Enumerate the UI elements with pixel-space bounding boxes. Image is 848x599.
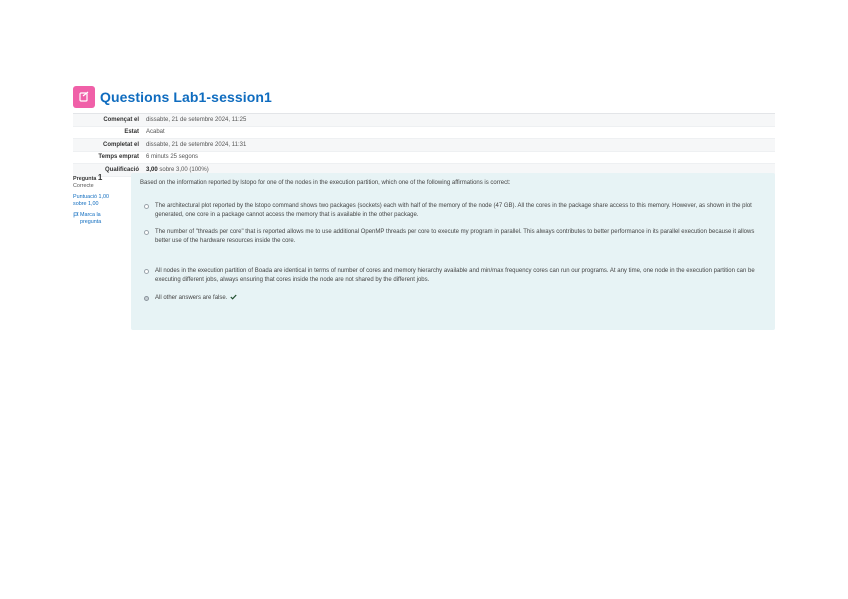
answer-text: All other answers are false. — [155, 295, 228, 301]
answer-option[interactable] — [144, 294, 769, 303]
answer-radio[interactable] — [144, 269, 149, 274]
answer-text: The number of "threads per core" that is reported allows me to use additional OpenMP threads per core to execute my program in parallel. This always contributes to better performance in its parallel execution because it allows better use of the hardware resources inside the core. — [155, 229, 755, 244]
answer-option[interactable] — [144, 202, 769, 220]
question-state: Correcte — [73, 182, 94, 189]
summary-value: dissabte, 21 de setembre 2024, 11:31 — [146, 141, 247, 148]
page-title: Questions Lab1-session1 — [100, 89, 272, 105]
grade-score: 3,00 — [146, 166, 158, 173]
summary-value: 6 minuts 25 segons — [146, 154, 199, 161]
summary-value — [146, 167, 209, 173]
answer-option[interactable] — [144, 228, 769, 246]
answer-radio[interactable] — [144, 230, 149, 235]
question-number — [73, 175, 121, 183]
summary-row-time-taken — [73, 152, 775, 165]
summary-value: Acabat — [146, 129, 165, 136]
summary-value: dissabte, 21 de setembre 2024, 11:25 — [146, 116, 247, 123]
attempt-summary — [73, 113, 775, 177]
answer-radio-selected[interactable] — [144, 296, 149, 301]
flag-icon — [73, 212, 79, 218]
summary-row-completed — [73, 139, 775, 152]
summary-label: Completat el — [102, 141, 139, 148]
question-grade: Puntuació 1,00 sobre 1,00 — [73, 194, 109, 207]
question-number-value: 1 — [97, 173, 103, 182]
answer-text: The architectural plot reported by the lstopo command shows two packages (sockets) each with half of the memory of the node (47 GB). All the cores in the package share access to this memory. However, as shown in the plot generated, one core in a package cannot access the memory that is available in the other package. — [155, 203, 752, 218]
flag-label: Marca la pregunta — [80, 212, 102, 225]
answer-option[interactable] — [144, 267, 769, 285]
question-content — [131, 173, 775, 330]
summary-row-started — [73, 114, 775, 127]
grade-rest: sobre 3,00 (100%) — [157, 166, 209, 173]
quiz-icon — [73, 86, 95, 108]
summary-label: Qualificació — [104, 166, 139, 173]
page-header — [73, 86, 272, 108]
answer-radio[interactable] — [144, 204, 149, 209]
answer-text: All nodes in the execution partition of Boada are identical in terms of number of cores and memory hierarchy available and min/max frequency cores can run our programs. At any time, one node in the execution partition can be executing different jobs, always ensuring that cores inside the node are not shared by the different jobs. — [155, 268, 755, 283]
flag-question-link[interactable] — [73, 212, 121, 225]
summary-row-state — [73, 127, 775, 140]
summary-label: Temps emprat — [98, 154, 139, 161]
summary-label: Començat el — [103, 116, 139, 123]
summary-label: Estat — [124, 129, 139, 136]
question-text: Based on the information reported by lstopo for one of the nodes in the execution partition, which one of the following affirmations is correct: — [140, 180, 511, 186]
question-label: Pregunta — [73, 176, 97, 182]
question-info — [73, 175, 121, 225]
check-icon — [230, 294, 237, 300]
